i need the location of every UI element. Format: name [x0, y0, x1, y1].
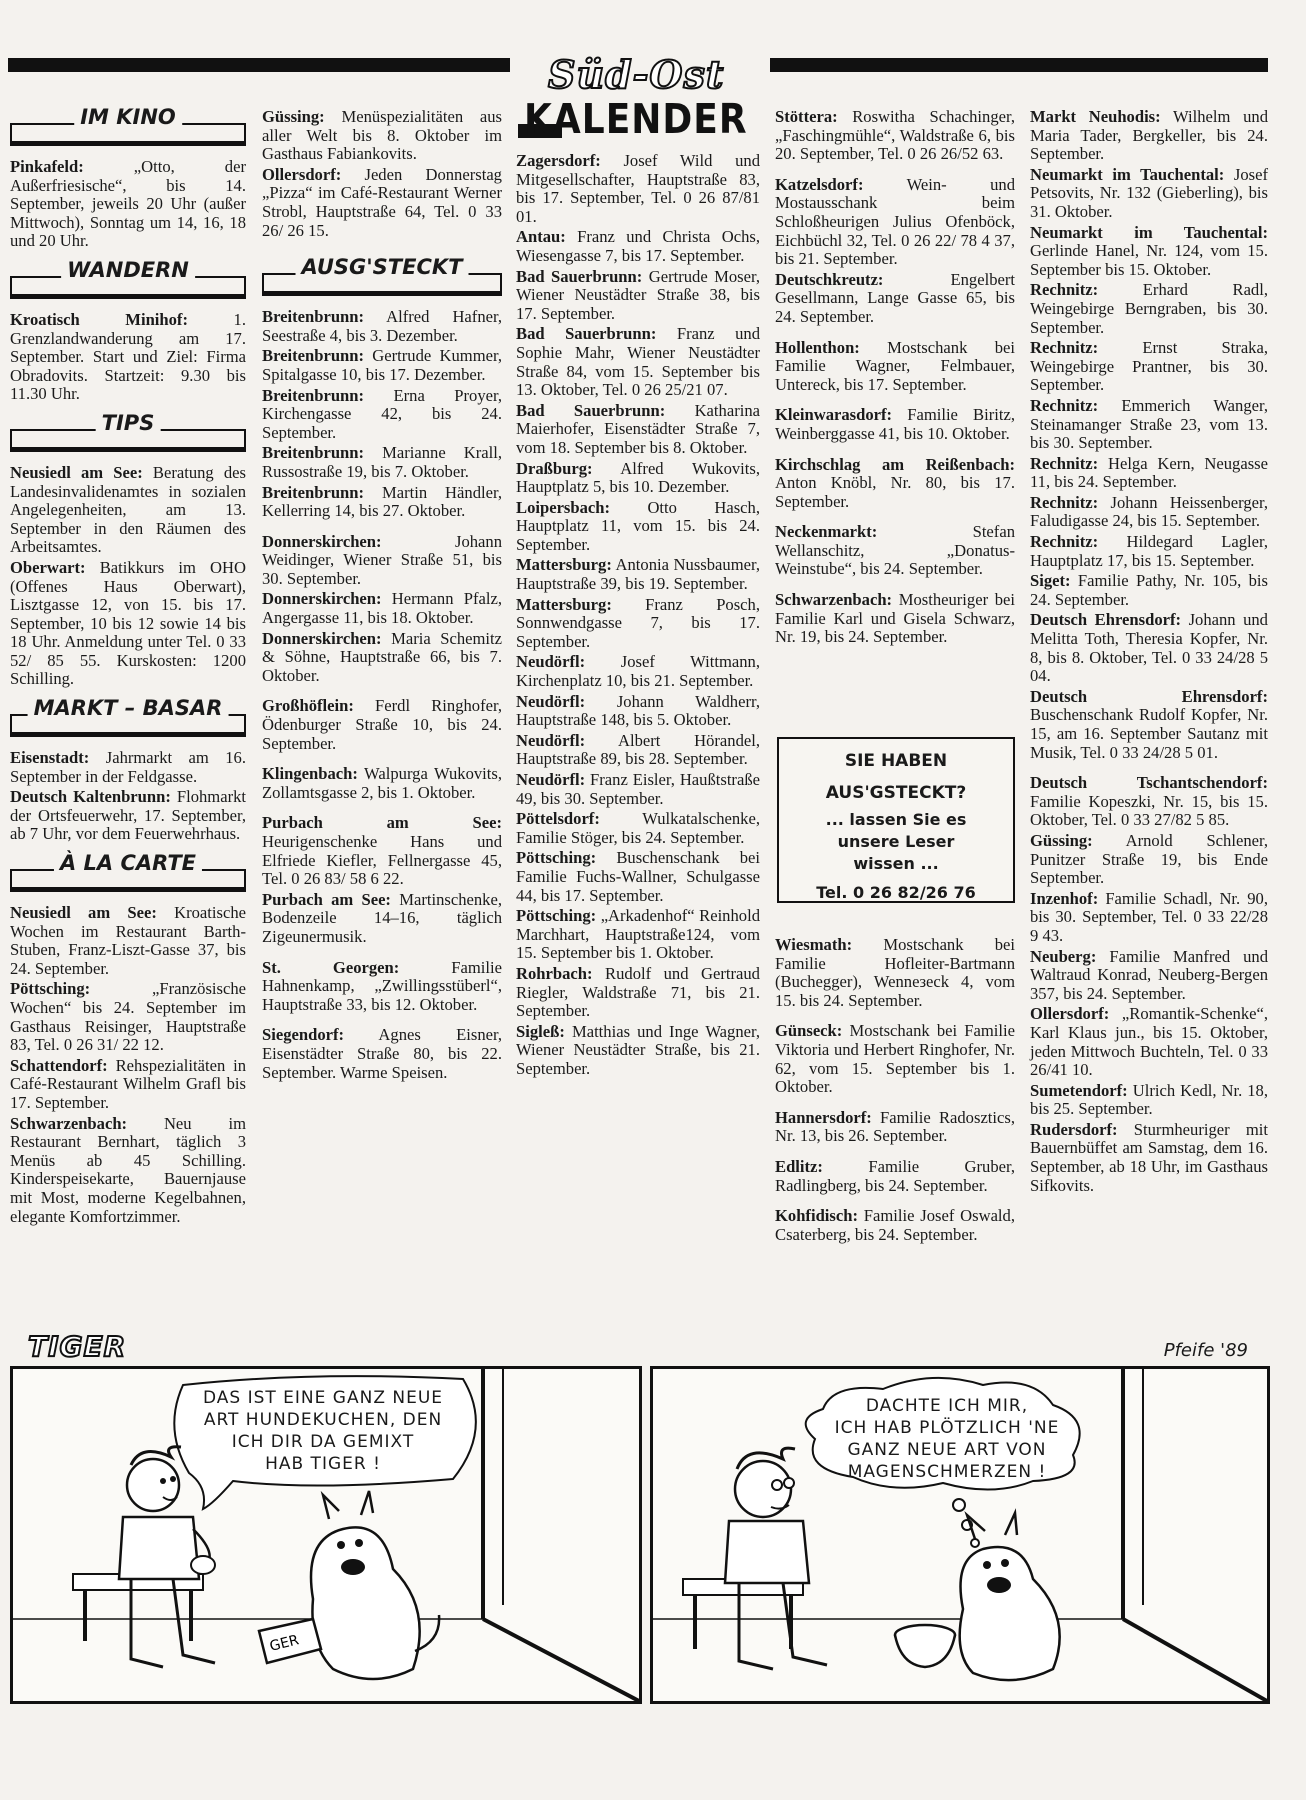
listing-place: Neudörfl:	[516, 770, 586, 789]
listing-entry	[262, 308, 502, 345]
listing-place: Klingenbach:	[262, 764, 358, 784]
listing-entry	[10, 158, 246, 251]
listing-text: Martinschenke, Bodenzeile 14–16, täglich Zigeunermusik.	[262, 889, 502, 946]
listing-text: Erhard Radl, Weingebirge Berngraben, bis 30. September.	[1030, 280, 1268, 337]
listing-entry	[262, 444, 502, 481]
comic-panel-1	[10, 1366, 642, 1704]
listing-place: Neckenmarkt:	[775, 522, 878, 542]
top-rule-right	[770, 58, 1268, 72]
listing-text: „Französische Wochen“ bis 24. September im Gasthaus Reisinger, Hauptstraße 83, Tel. 0 26 31/ 22 12.	[10, 979, 246, 1055]
listing-text: Wilhelm und Maria Tader, Bergkeller, bis 24. September.	[1030, 107, 1268, 164]
listing-text: Sturmheuriger mit Bauernbüffet am Samstag, dem 16. September, ab 18 Uhr, im Gasthaus Sifkovits.	[1030, 1119, 1268, 1195]
listing-text: Albert Hörandel, Hauptstraße 89, bis 28. September.	[516, 730, 760, 769]
listing-text: Josef Wild und Mitgesellschafter, Hauptstraße 83, bis 17. September, Tel. 0 26 87/81 01.	[516, 151, 760, 226]
listing-text: Familie Josef Oswald, Csaterberg, bis 24. September.	[775, 1206, 1015, 1244]
listing-text: Martin Händler, Kellerring 14, bis 27. Oktober.	[262, 482, 502, 521]
listing-entry	[1030, 281, 1268, 337]
listing-place: Rechnitz:	[1030, 395, 1099, 415]
listing-place: Rohrbach:	[516, 963, 593, 983]
listing-place: Purbach am See:	[262, 813, 502, 833]
listing-entry	[262, 1026, 502, 1082]
listing-place: Stöttera:	[775, 107, 838, 126]
listing-place: Hollenthon:	[775, 337, 860, 357]
listing-entry	[1030, 832, 1268, 888]
listing-text: „Otto, der Außerfriesische“, bis 14. September, jeweils 20 Uhr (außer Mittwoch), Sonntag um 14, 16, 18 und 20 Uhr.	[10, 157, 246, 251]
listing-place: Sumetendorf:	[1030, 1080, 1128, 1100]
listing-entry	[775, 406, 1015, 443]
ad-phone: Tel. 0 26 82/26 76	[816, 883, 976, 902]
listing-text: Rudolf und Gertraud Riegler, Waldstraße 71, bis 21. September.	[516, 963, 760, 1021]
listing-entry	[516, 732, 760, 769]
listing-text: Mostschank bei Familie Hofleiter-Bartmann (Buchegger), Wenneзeck 4, vom 15. bis 24. September.	[775, 935, 1015, 1010]
listing-place: Mattersburg:	[516, 555, 612, 575]
listing-entry	[516, 499, 760, 555]
listing-place: Deutsch Kaltenbrunn:	[10, 787, 171, 807]
listing-text: Gertrude Kummer, Spitalgasse 10, bis 17. Dezember.	[262, 346, 502, 384]
listing-text: Hildegard Lagler, Hauptplatz 17, bis 15. September.	[1030, 532, 1268, 570]
listing-entry	[1030, 1082, 1268, 1119]
listing-entry	[775, 523, 1015, 579]
masthead-title: KALENDER	[524, 96, 748, 144]
listing-entry	[516, 402, 760, 458]
listing-text: Marianne Krall, Russostraße 19, bis 7. Oktober.	[262, 443, 502, 481]
listing-entry	[775, 339, 1015, 395]
listing-place: Kroatisch Minihof:	[10, 309, 188, 329]
listing-place: Bad Sauerbrunn:	[516, 400, 666, 420]
listing-entry	[262, 590, 502, 627]
listing-entry	[1030, 455, 1268, 492]
listing-entry	[516, 810, 760, 847]
listing-text: Ferdl Ringhofer, Ödenburger Straße 10, bis 24. September.	[262, 696, 502, 753]
listing-place: Inzenhof:	[1030, 888, 1099, 908]
listing-place: St. Georgen:	[262, 957, 400, 977]
listing-text: Beratung des Landesinvalidenamtes in sozialen Angelegenheiten, am 13. September in den Räumen des Arbeitsamtes.	[10, 462, 246, 557]
listing-place: Rechnitz:	[1030, 453, 1099, 473]
listing-entry	[262, 166, 502, 240]
listing-text: Anton Knöbl, Nr. 80, bis 17. September.	[775, 473, 1015, 511]
listing-text: Rehspezialitäten in Café-Restaurant Wilhelm Grafl bis 17. September.	[10, 1055, 246, 1112]
listing-place: Rechnitz:	[1030, 280, 1099, 300]
listing-place: Markt Neuhodis:	[1030, 107, 1161, 126]
reader-ad-box	[777, 737, 1015, 903]
section-header-tips: TIPS	[10, 418, 246, 452]
listing-entry	[1030, 108, 1268, 164]
listing-text: Kroatische Wochen im Restaurant Barth-Stuben, Franz-Liszt-Gasse 37, bis 24. September.	[10, 903, 246, 978]
listing-text: Familie Biritz, Weinberggasse 41, bis 10. Oktober.	[775, 405, 1015, 443]
listing-text: Familie Manfred und Waltraud Konrad, Neuberg-Bergen 357, bis 24. September.	[1030, 946, 1269, 1003]
man-figure-2	[725, 1448, 827, 1669]
top-rule-left	[8, 58, 510, 72]
listing-entry	[10, 464, 246, 557]
dog-figure-2	[960, 1513, 1060, 1680]
listing-place: Oberwart:	[10, 557, 86, 577]
listing-text: Johann Weidinger, Wiener Straße 51, bis 30. September.	[262, 531, 502, 588]
listing-place: Mattersburg:	[516, 594, 612, 614]
listing-entry	[1030, 494, 1268, 531]
listing-entry	[262, 765, 502, 802]
column-2	[262, 108, 502, 1084]
listing-place: Schwarzenbach:	[10, 1113, 128, 1133]
speech-text-1: DAS IST EINE GANZ NEUE ART HUNDEKUCHEN, DEN ICH DIR DA GEMIXT HAB TIGER !	[202, 1388, 444, 1474]
listing-text: Jeden Donnerstag „Pizza“ im Café-Restaurant Werner Strobl, Hauptstraße 64, Tel. 0 33 26/ 26 15.	[262, 164, 502, 240]
listing-place: Pinkafeld:	[10, 157, 84, 176]
listing-entry	[262, 891, 502, 947]
dog-figure	[311, 1491, 439, 1679]
listing-text: Heurigenschenke Hans und Elfriede Kiefler, Fellnergasse 45, Tel. 0 26 83/ 58 6 22.	[262, 832, 502, 889]
listing-place: Neuberg:	[1030, 946, 1097, 966]
listing-text: Ulrich Kedl, Nr. 18, bis 25. September.	[1030, 1080, 1268, 1119]
listing-text: Ernst Straka, Weingebirge Prantner, bis 30. September.	[1030, 338, 1268, 395]
listing-place: Neudörfl:	[516, 691, 586, 711]
listing-text: Erna Proyer, Kirchengasse 42, bis 24. September.	[262, 385, 502, 442]
listing-entry	[1030, 224, 1268, 280]
listing-place: Wiesmath:	[775, 935, 853, 954]
column-5	[1030, 108, 1268, 1197]
listing-entry	[262, 484, 502, 521]
listing-text: Mostschank bei Familie Wagner, Felmbauer, Untereck, bis 17. September.	[775, 337, 1015, 394]
section-header-ausgsteckt: AUSG'STECKT	[262, 262, 502, 296]
listing-place: Kohfidisch:	[775, 1206, 858, 1226]
listing-entry	[262, 533, 502, 589]
listing-place: Antau:	[516, 227, 566, 247]
listing-entry	[775, 591, 1015, 647]
listing-entry	[516, 152, 760, 226]
listing-entry	[1030, 572, 1268, 609]
listing-entry	[516, 268, 760, 324]
listing-place: Neudörfl:	[516, 652, 586, 672]
listing-entry	[516, 653, 760, 690]
listing-text: „Arkadenhof“ Reinhold Marchhart, Hauptstraße124, vom 15. September bis 1. Oktober.	[516, 906, 760, 963]
comic-title: TIGER	[28, 1330, 127, 1363]
listing-entry	[1030, 948, 1268, 1004]
listing-text: Wulkatalschenke, Familie Stöger, bis 24. September.	[516, 809, 760, 847]
listing-text: Buschenschank bei Familie Fuchs-Wallner, Schulgasse 44, bis 17. September.	[516, 848, 760, 905]
listing-place: Donnerskirchen:	[262, 589, 382, 609]
listing-place: Rudersdorf:	[1030, 1119, 1118, 1139]
listing-text: Neu im Restaurant Bernhart, täglich 3 Menüs ab 45 Schilling. Kinderspeisekarte, Bauernjause mit Most, moderne Kegelbahnen, elegante Komfortzimmer.	[10, 1113, 246, 1226]
listing-text: Buschenschank Rudolf Kopfer, Nr. 15, am 16. September Sautanz mit Musik, Tel. 0 33 24/28 5 01.	[1030, 705, 1268, 762]
listing-entry	[1030, 166, 1268, 222]
listing-entry	[516, 849, 760, 905]
section-header-wandern: WANDERN	[10, 265, 246, 299]
listing-entry	[262, 387, 502, 443]
column-1	[10, 105, 246, 1228]
listing-entry	[775, 1109, 1015, 1146]
listing-entry	[10, 980, 246, 1054]
listing-text: Matthias und Inge Wagner, Wiener Neustädter Straße, bis 21. September.	[516, 1021, 760, 1078]
listing-entry	[775, 1207, 1015, 1244]
masthead-script: Süd-Ost	[548, 52, 725, 97]
section-header-markt: MARKT – BASAR	[10, 703, 246, 737]
listing-place: Breitenbrunn:	[262, 443, 365, 463]
listing-place: Ollersdorf:	[1030, 1004, 1110, 1024]
listing-entry	[1030, 397, 1268, 453]
listing-text: 1. Grenzlandwanderung am 17. September. Start und Ziel: Firma Obradovits. Startzeit: 9.30 bis 11.30 Uhr.	[10, 309, 246, 404]
listing-entry	[1030, 1121, 1268, 1195]
listing-text: Familie Gruber, Radlingberg, bis 24. September.	[775, 1156, 1015, 1195]
listing-place: Bad Sauerbrunn:	[516, 324, 657, 344]
listing-place: Donnerskirchen:	[262, 531, 382, 551]
listing-text: Familie Pathy, Nr. 105, bis 24. September.	[1030, 571, 1268, 609]
listing-text: Roswitha Schachinger, „Faschingmühle“, Waldstraße 6, bis 20. September, Tel. 0 26 26/52 63.	[775, 107, 1015, 164]
listing-entry	[516, 693, 760, 730]
listing-place: Rechnitz:	[1030, 338, 1099, 358]
listing-place: Güssing:	[1030, 830, 1093, 850]
listing-entry	[775, 936, 1015, 1010]
listing-text: Gertrude Moser, Wiener Neustädter Straße 38, bis 17. September.	[516, 266, 760, 323]
listing-text: Agnes Eisner, Eisenstädter Straße 80, bis 22. September. Warme Speisen.	[262, 1025, 502, 1082]
listing-place: Purbach am See:	[262, 889, 391, 909]
listing-text: Alfred Hafner, Seestraße 4, bis 3. Dezember.	[262, 307, 502, 345]
listing-text: Josef Petsovits, Nr. 132 (Gieberling), bis 31. Oktober.	[1030, 164, 1268, 221]
listing-entry	[1030, 1005, 1268, 1079]
thought-text-2: DACHTE ICH MIR, ICH HAB PLÖTZLICH 'NE GANZ NEUE ART VON MAGENSCHMERZEN !	[834, 1396, 1060, 1482]
listing-entry	[10, 749, 246, 786]
listing-entry	[262, 108, 502, 164]
listing-text: Menüspezialitäten aus aller Welt bis 8. Oktober im Gasthaus Fabiankovits.	[262, 107, 502, 164]
listing-text: Josef Wittmann, Kirchenplatz 10, bis 21. September.	[516, 652, 760, 691]
listing-entry	[262, 814, 502, 888]
listing-text: Familie Kopeszki, Nr. 15, bis 15. Oktober, Tel. 0 33 27/82 5 85.	[1030, 791, 1268, 830]
listing-place: Deutsch Ehrensdorf:	[1030, 610, 1182, 630]
listing-entry	[262, 697, 502, 753]
ad-line-4: unsere Leser	[837, 832, 955, 851]
listing-entry	[10, 559, 246, 689]
comic-strip	[10, 1322, 1268, 1742]
listing-place: Neumarkt im Tauchental:	[1030, 222, 1268, 242]
column-4	[775, 108, 1015, 649]
listing-text: Jahrmarkt am 16. September in der Feldgasse.	[10, 748, 246, 786]
listing-place: Ollersdorf:	[262, 164, 342, 184]
empty-bowl	[895, 1625, 955, 1667]
listing-text: Franz Posch, Sonnwendgasse 7, bis 17. September.	[516, 594, 760, 651]
listing-text: Mostschank bei Familie Viktoria und Herbert Ringhofer, Nr. 62, vom 15. September bis 1. Oktober.	[775, 1021, 1015, 1097]
listing-text: Emmerich Wanger, Steinamanger Straße 23, vom 13. bis 30. September.	[1030, 395, 1268, 453]
listing-text: Stefan Wellanschitz, „Donatus-Weinstube“, bis 24. September.	[775, 522, 1015, 579]
listing-text: Familie Hahnenkamp, „Zwillingsstüberl“, Hauptstraße 33, bis 12. Oktober.	[262, 957, 502, 1014]
listing-text: Mostheuriger bei Familie Karl und Gisela Schwarz, Nr. 19, bis 24. September.	[775, 590, 1015, 647]
listing-place: Neusiedl am See:	[10, 903, 157, 923]
floor-line	[483, 1619, 639, 1701]
listing-place: Deutschkreutz:	[775, 269, 884, 289]
ad-line-5: wissen ...	[853, 854, 939, 873]
dog-biscuit-box	[259, 1619, 321, 1663]
listing-place: Rechnitz:	[1030, 492, 1099, 512]
listing-place: Breitenbrunn:	[262, 307, 365, 327]
listing-place: Breitenbrunn:	[262, 482, 365, 502]
listing-place: Draßburg:	[516, 458, 593, 478]
listing-entry	[516, 1023, 760, 1079]
listing-entry	[1030, 890, 1268, 946]
listing-place: Zagersdorf:	[516, 151, 601, 170]
listing-place: Güssing:	[262, 107, 325, 126]
listing-entry	[775, 1022, 1015, 1096]
listing-text: Engelbert Gesellmann, Lange Gasse 65, bis 24. September.	[775, 269, 1015, 326]
listing-text: Antonia Nussbaumer, Hauptstraße 39, bis 19. September.	[516, 555, 760, 594]
listing-text: Alfred Wukovits, Hauptplatz 5, bis 10. Dezember.	[516, 458, 760, 497]
listing-entry	[516, 460, 760, 497]
listing-text: Katharina Maierhofer, Eisenstädter Straße 7, vom 18. September bis 8. Oktober.	[516, 400, 760, 457]
listing-entry	[516, 228, 760, 265]
listing-place: Neusiedl am See:	[10, 462, 143, 482]
listing-text: Hermann Pfalz, Angergasse 11, bis 18. Oktober.	[262, 589, 502, 628]
listing-place: Hannersdorf:	[775, 1107, 872, 1127]
listing-entry	[1030, 339, 1268, 395]
listing-place: Deutsch Tschantschendorf:	[1030, 773, 1268, 793]
listing-place: Siget:	[1030, 571, 1071, 591]
listing-place: Rechnitz:	[1030, 532, 1099, 552]
listing-place: Breitenbrunn:	[262, 385, 365, 405]
listing-place: Donnerskirchen:	[262, 628, 382, 648]
listing-entry	[10, 788, 246, 844]
listing-entry	[262, 630, 502, 686]
listing-place: Pöttelsdorf:	[516, 809, 600, 829]
listing-place: Siegendorf:	[262, 1025, 345, 1045]
listing-entry	[262, 959, 502, 1015]
listing-place: Bad Sauerbrunn:	[516, 266, 643, 286]
listing-place: Schwarzenbach:	[775, 590, 893, 610]
masthead	[518, 52, 774, 142]
listing-place: Neumarkt im Tauchental:	[1030, 164, 1225, 184]
listing-text: Familie Radosztics, Nr. 13, bis 26. September.	[775, 1107, 1015, 1146]
listing-text: Arnold Schlener, Punitzer Straße 19, bis Ende September.	[1030, 830, 1268, 888]
listing-text: Franz und Sophie Mahr, Wiener Neustädter Straße 84, vom 15. September bis 13. Oktober, Tel. 0 26 25/21 07.	[516, 324, 760, 400]
listing-place: Pöttsching:	[10, 979, 91, 999]
listing-text: Gerlinde Hanel, Nr. 124, vom 15. September bis 15. Oktober.	[1030, 241, 1268, 279]
listing-text: Helga Kern, Neugasse 11, bis 24. September.	[1030, 453, 1269, 492]
listing-text: Flohmarkt der Ortsfeuerwehr, 17. September, ab 7 Uhr, vor dem Feuerwehrhaus.	[10, 787, 246, 844]
listing-entry	[1030, 611, 1268, 685]
listing-entry	[516, 907, 760, 963]
box-label: GER	[268, 1632, 301, 1655]
ad-line-1: SIE HABEN	[844, 751, 948, 771]
listing-entry	[10, 311, 246, 404]
listing-entry	[262, 347, 502, 384]
listing-place: Deutsch Ehrensdorf:	[1030, 686, 1268, 706]
listing-place: Eisenstadt:	[10, 748, 90, 768]
listing-place: Kleinwarasdorf:	[775, 405, 893, 425]
listing-text: Franz und Christa Ochs, Wiesengasse 7, bis 17. September.	[516, 227, 760, 265]
listing-entry	[10, 1115, 246, 1227]
ad-line-2: AUS'GSTECKT?	[825, 783, 967, 803]
listing-entry	[516, 325, 760, 399]
listing-entry	[775, 271, 1015, 327]
listing-entry	[775, 176, 1015, 269]
listing-text: Familie Schadl, Nr. 90, bis 30. September, Tel. 0 33 22/28 9 43.	[1030, 888, 1269, 945]
listing-text: Walpurga Wukovits, Zollamtsgasse 2, bis 1. Oktober.	[262, 764, 502, 802]
section-header-carte: À LA CARTE	[10, 858, 246, 892]
listing-place: Kirchschlag am Reißenbach:	[775, 454, 1015, 474]
listing-entry	[516, 596, 760, 652]
ad-line-3: ... lassen Sie es	[825, 810, 967, 829]
listing-place: Günseck:	[775, 1021, 843, 1041]
column-4-lower	[775, 936, 1015, 1246]
listing-place: Pöttsching:	[516, 848, 597, 868]
listing-place: Breitenbrunn:	[262, 346, 365, 366]
listing-place: Schattendorf:	[10, 1055, 108, 1075]
listing-place: Pöttsching:	[516, 906, 597, 926]
listing-place: Großhöflein:	[262, 696, 354, 716]
listing-entry	[1030, 533, 1268, 570]
listing-place: Sigleß:	[516, 1021, 565, 1041]
listing-entry	[516, 556, 760, 593]
listing-text: Johann und Melitta Toth, Theresia Kopfer, Nr. 8, bis 8. Oktober, Tel. 0 33 24/28 5 04.	[1030, 610, 1268, 686]
listing-text: Johann Heissenberger, Faludigasse 24, bis 15. September.	[1030, 492, 1268, 531]
listing-text: Batikkurs im OHO (Offenes Haus Oberwart), Lisztgasse 12, von 15. bis 17. September, 10 bis 12 sowie 14 bis 18 Uhr. Anmeldung unter Tel. 0 33 52/ 85 55. Kurskosten: 1200 Schilling.	[10, 557, 246, 689]
listing-entry	[1030, 774, 1268, 830]
listing-entry	[775, 456, 1015, 512]
listing-place: Neudörfl:	[516, 730, 586, 750]
listing-text: Maria Schemitz & Söhne, Hauptstraße 66, bis 7. Oktober.	[262, 628, 502, 685]
listing-text: Wein- und Mostausschank beim Schloßheurigen Julius Ofenböck, Eichbüchl 32, Tel. 0 26 22/ 78 4 37, bis 21. September.	[775, 174, 1015, 269]
listing-entry	[516, 771, 760, 808]
listing-place: Loipersbach:	[516, 497, 611, 517]
listing-entry	[775, 1158, 1015, 1195]
listing-entry	[516, 965, 760, 1021]
listing-text: „Romantik-Schenke“, Karl Klaus jun., bis 15. Oktober, jeden Mittwoch Buchteln, Tel. 0 33 26/41 10.	[1030, 1004, 1268, 1080]
listing-text: Otto Hasch, Hauptplatz 11, vom 15. bis 24. September.	[516, 497, 760, 554]
listing-entry	[10, 1057, 246, 1113]
listing-place: Edlitz:	[775, 1156, 823, 1176]
section-header-kino: IM KINO	[10, 112, 246, 146]
listing-entry	[1030, 688, 1268, 762]
listing-place: Katzelsdorf:	[775, 174, 864, 194]
column-3	[516, 152, 760, 1081]
listing-entry	[775, 108, 1015, 164]
listing-text: Johann Waldherr, Hauptstraße 148, bis 5. Oktober.	[516, 691, 760, 730]
listing-entry	[10, 904, 246, 978]
artist-signature: Pfeife '89	[1163, 1340, 1248, 1361]
listing-text: Franz Eisler, Haußtstraße 49, bis 30. September.	[516, 770, 760, 808]
comic-panel-2	[650, 1366, 1270, 1704]
